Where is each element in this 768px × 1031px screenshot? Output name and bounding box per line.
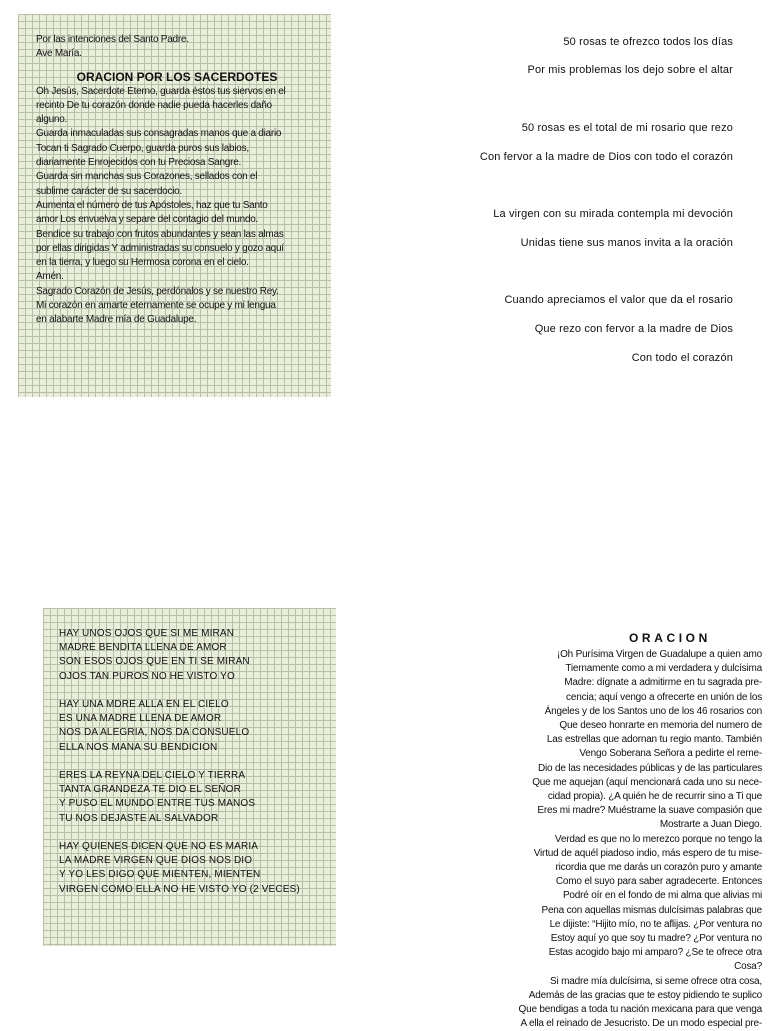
prayer-line: ¡Oh Purísima Virgen de Guadalupe a quien amo — [556, 649, 762, 660]
sacerdotes-line: por ellas dirigidas Y administradas su consuelo y gozo aquí — [36, 242, 284, 254]
song-line: HAY QUIENES DICEN QUE NO ES MARIA — [59, 841, 259, 852]
prayer-line: Dio de las necesidades públicas y de las particulares — [538, 762, 762, 774]
sacerdotes-line: diariamente Enrojecidos con tu Preciosa Sangre. — [36, 157, 242, 169]
prayer-line: Vengo Soberana Señora a pedirte el reme- — [579, 748, 762, 760]
oracion-title: ORACION — [629, 631, 711, 645]
prayer-line: Que deseo honrarte en memoria del numero de — [559, 720, 762, 732]
intro-line: Ave María. — [36, 48, 82, 60]
prayer-line: Le dijiste: “Hijito mío, no te aflijas. ¿Por ventura no — [549, 918, 762, 930]
prayer-line: ricordia que me darás un corazón puro y amante — [555, 862, 762, 874]
verse-line: 50 rosas es el total de mi rosario que rezo — [521, 122, 733, 134]
prayer-line: Ángeles y de los Santos uno de los 46 rosarios con — [544, 705, 762, 717]
prayer-line: Eres mi madre? Muéstrame la suave compasión que — [537, 805, 762, 817]
prayer-line: cencia; aquí vengo a ofrecerte en unión de los — [566, 691, 762, 703]
sacerdotes-title: ORACION POR LOS SACERDOTES — [76, 69, 278, 84]
prayer-line: Además de las gracias que te estoy pidiendo te suplico — [528, 989, 762, 1001]
sacerdotes-line: Mi corazón en amarte eternamente se ocupe y mi lengua — [36, 300, 276, 312]
song-stanza — [59, 840, 329, 897]
prayer-line: Podré oír en el fondo de mi alma que alivias mi — [562, 890, 762, 902]
sacerdotes-line: Bendice su trabajo con frutos abundantes y sean las almas — [36, 228, 284, 240]
sacerdotes-line: Guarda inmaculadas sus consagradas manos que a diario — [36, 128, 282, 140]
prayer-line: Estas acogido bajo mi amparo? ¿Se te ofrece otra — [548, 947, 762, 959]
song-line: ELLA NOS MANA SU BENDICION — [59, 741, 218, 753]
prayer-line: Pena con aquellas mismas dulcísimas palabras que — [541, 904, 762, 916]
prayer-line: Mostrarte a Juan Diego. — [659, 819, 762, 831]
song-line: OJOS TAN PUROS NO HE VISTO YO — [59, 670, 235, 682]
sacerdotes-line: Guarda sin manchas sus Corazones, sellados con el — [36, 171, 258, 183]
prayer-line: Que bendigas a toda tu nación mexicana para que venga — [518, 1004, 762, 1016]
verse-line: Por mis problemas los dejo sobre el altar — [527, 64, 733, 76]
song-line: ES UNA MADRE LLENA DE AMOR — [59, 713, 222, 725]
sacerdotes-line: Amén. — [36, 271, 64, 283]
song-line: TU NOS DEJASTE AL SALVADOR — [59, 812, 219, 824]
prayer-line: Cosa? — [734, 961, 762, 973]
guadalupe-prayer-body — [455, 648, 762, 1031]
intro-line: Por las intenciones del Santo Padre. — [36, 34, 189, 45]
sacerdotes-line: sublime carácter de su sacerdocio. — [36, 185, 183, 197]
sacerdotes-line: en alabarte Madre mía de Guadalupe. — [36, 314, 197, 326]
verse-line: La virgen con su mirada contempla mi devoción — [493, 208, 733, 220]
verse-line: Que rezo con fervor a la madre de Dios — [534, 323, 733, 335]
song-line: NOS DA ALEGRIA, NOS DA CONSUELO — [59, 727, 250, 739]
sacerdotes-body — [36, 85, 318, 328]
prayer-line: Si madre mía dulcísima, si seme ofrece otra cosa, — [550, 975, 762, 987]
song-stanza — [59, 627, 329, 684]
prayer-line: Madre: dígnate a admitirme en tu sagrada pre- — [564, 677, 762, 689]
sacerdotes-line: Aumenta el número de tus Apóstoles, haz que tu Santo — [36, 199, 268, 211]
sacerdotes-prayer-block — [36, 33, 318, 328]
song-line: SON ESOS OJOS QUE EN TI SE MIRAN — [59, 656, 250, 668]
sacerdotes-line: Oh Jesús, Sacerdote Eterno, guarda éstos tus siervos en el — [36, 85, 286, 97]
sacerdotes-line: amor Los envuelva y separe del contagio del mundo. — [36, 214, 259, 226]
verse-line: Con todo el corazón — [631, 352, 733, 364]
sacerdotes-line: Tocan ti Sagrado Cuerpo, guarda puros sus labios, — [36, 142, 249, 154]
sacerdotes-line: recinto De tu corazón donde nadie pueda hacerles daño — [36, 99, 272, 111]
sacerdotes-line: alguno. — [36, 114, 68, 126]
verse-line: 50 rosas te ofrezco todos los días — [563, 36, 733, 48]
song-line: VIRGEN COMO ELLA NO HE VISTO YO (2 VECES) — [59, 883, 300, 895]
prayer-line: Tiernamente como a mi verdadera y dulcísima — [565, 663, 762, 675]
song-line: TANTA GRANDEZA TE DIO EL SEÑOR — [59, 784, 241, 796]
song-line: MADRE BENDITA LLENA DE AMOR — [59, 642, 227, 654]
song-line: Y YO LES DIGO QUE MIENTEN, MIENTEN — [59, 869, 261, 881]
song-line: LA MADRE VIRGEN QUE DIOS NOS DIO — [59, 855, 253, 867]
song-line: Y PUSO EL MUNDO ENTRE TUS MANOS — [59, 798, 256, 810]
song-lyrics — [59, 627, 329, 911]
verse-line: Con fervor a la madre de Dios con todo el corazón — [479, 151, 733, 163]
prayer-line: A ella el reinado de Jesucristo. De un modo especial pre- — [520, 1018, 762, 1030]
song-stanza — [59, 769, 329, 826]
prayer-line: Virtud de aquél piadoso indio, más espero de tu mise- — [533, 847, 762, 859]
song-line: ERES LA REYNA DEL CIELO Y TIERRA — [59, 770, 246, 781]
song-stanza — [59, 698, 329, 755]
prayer-line: Que me aquejan (aquí mencionará cada uno su nece- — [532, 776, 762, 788]
prayer-line: Como el suyo para saber agradecerte. Entonces — [555, 876, 762, 888]
sacerdotes-line: Sagrado Corazón de Jesús, perdónalos y se nuestro Rey. — [36, 285, 279, 297]
song-line: HAY UNA MDRE ALLA EN EL CIELO — [59, 699, 229, 710]
prayer-line: Las estrellas que adornan tu regio manto. También — [546, 734, 762, 746]
song-line: HAY UNOS OJOS QUE SI ME MIRAN — [59, 628, 235, 639]
prayer-line: cidad propia). ¿A quién he de recurrir sino a Ti que — [547, 791, 762, 803]
sacerdotes-line: en la tierra, y luego su Hermosa corona en el cielo. — [36, 257, 249, 269]
prayer-line: Estoy aquí yo que soy tu madre? ¿Por ventura no — [550, 933, 762, 945]
verse-line: Unidas tiene sus manos invita a la oración — [520, 237, 733, 249]
verse-line: Cuando apreciamos el valor que da el rosario — [504, 294, 733, 306]
prayer-line: Verdad es que no lo merezco porque no tengo la — [554, 833, 762, 845]
